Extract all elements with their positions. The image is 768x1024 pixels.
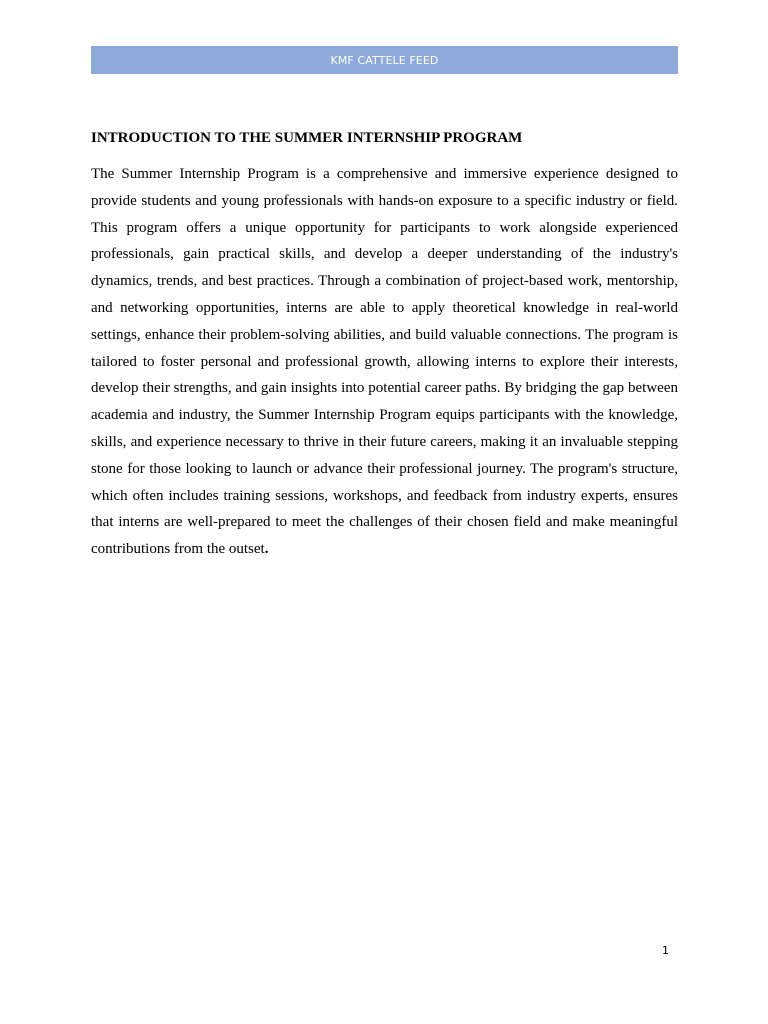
header-bar bbox=[91, 46, 678, 74]
paragraph-end-period: . bbox=[264, 541, 269, 558]
page-number: 1 bbox=[662, 944, 669, 957]
paragraph-text: The Summer Internship Program is a comprehensive and immersive experience designed to provide students and young professionals with hands-on exposure to a specific industry or field. This program offers a unique opportunity for participants to work alongside experienced professionals, gain practical skills, and develop a deeper understanding of the industry's dynamics, trends, and best practices. Through a combination of project-based work, mentorship, and networking opportunities, interns are able to apply theoretical knowledge in real-world settings, enhance their problem-solving abilities, and build valuable connections. The program is tailored to foster personal and professional growth, allowing interns to explore their interests, develop their strengths, and gain insights into potential career paths. By bridging the gap between academia and industry, the Summer Internship Program equips participants with the knowledge, skills, and experience necessary to thrive in their future careers, making it an invaluable stepping stone for those looking to launch or advance their professional journey. The program's structure, which often includes training sessions, workshops, and feedback from industry experts, ensures that interns are well-prepared to meet the challenges of their chosen field and make meaningful contributions from the outset bbox=[91, 166, 678, 558]
section-title: INTRODUCTION TO THE SUMMER INTERNSHIP PROGRAM bbox=[91, 130, 523, 146]
header-title: KMF CATTELE FEED bbox=[330, 53, 439, 67]
body-paragraph bbox=[91, 161, 678, 563]
